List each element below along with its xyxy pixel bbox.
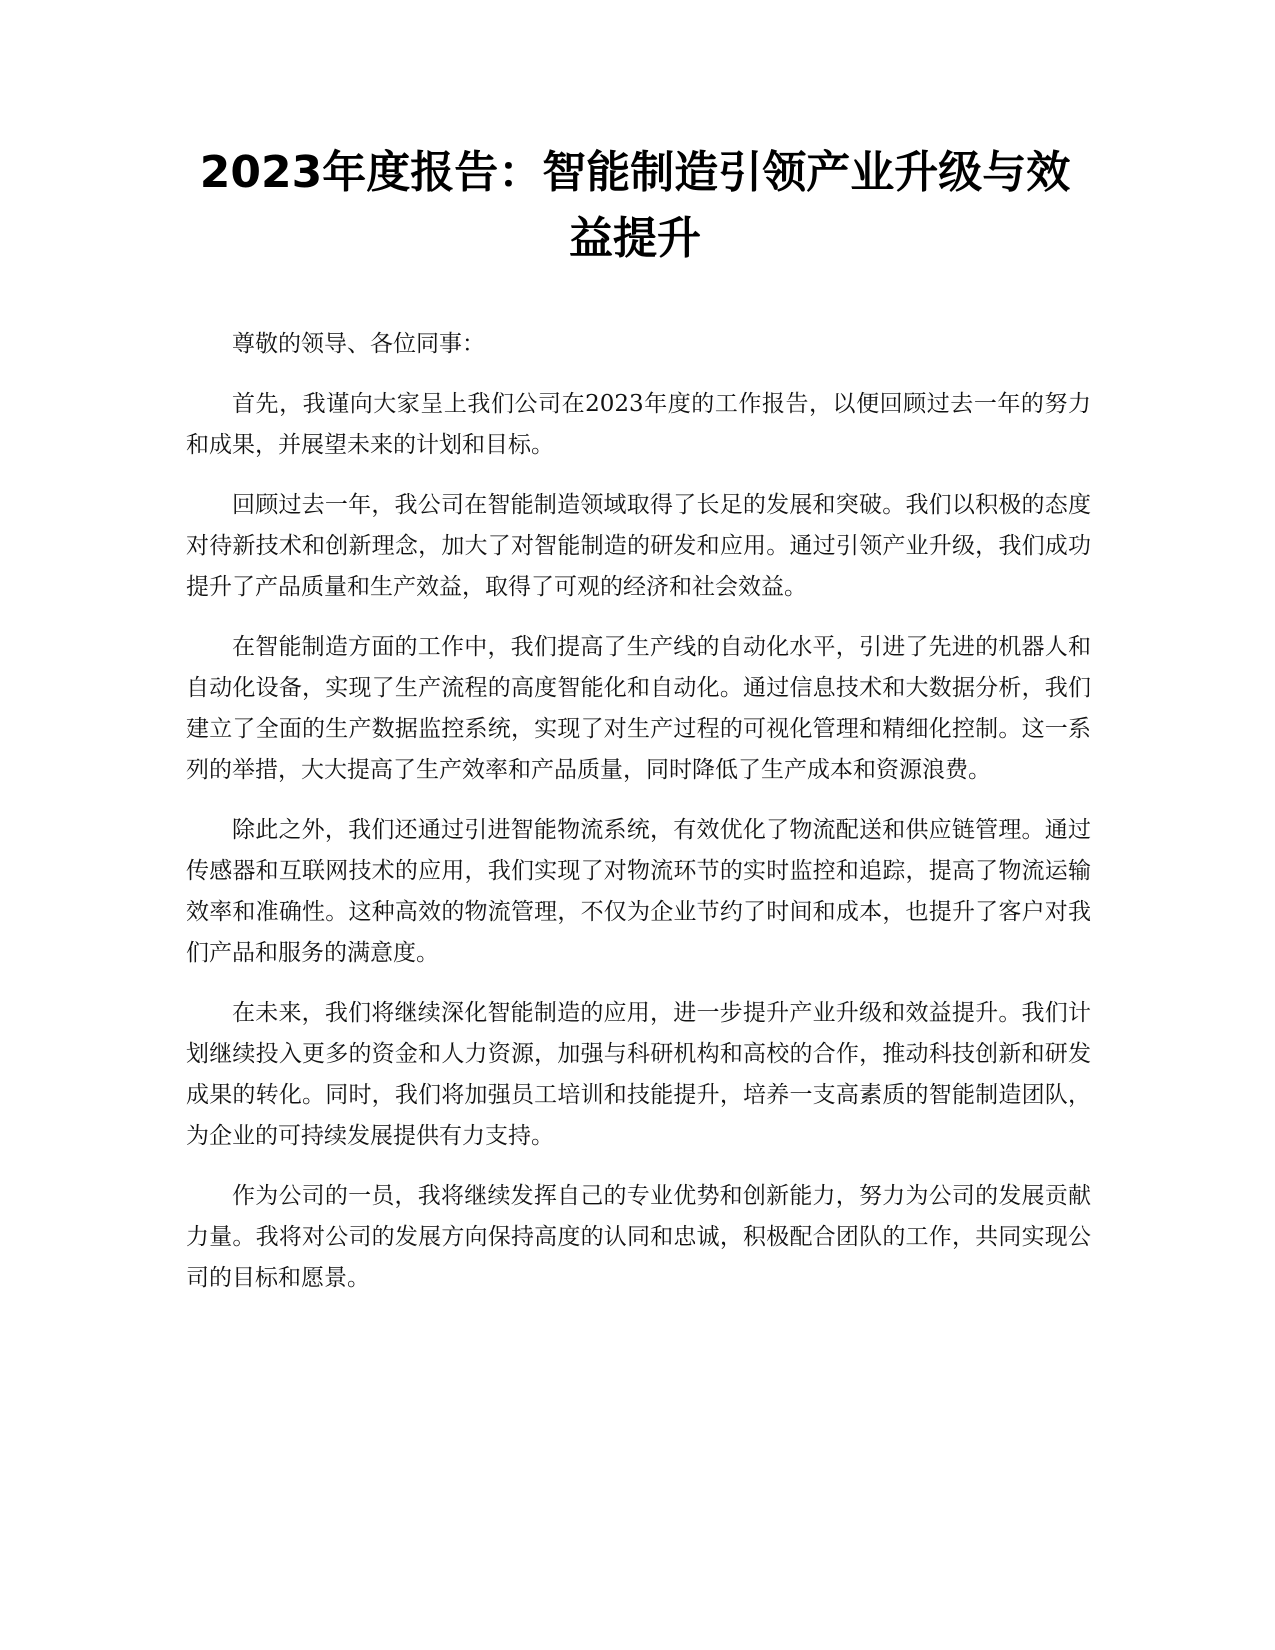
document-title: 2023年度报告：智能制造引领产业升级与效益提升	[199, 147, 1071, 264]
paragraph-future-plan: 在未来，我们将继续深化智能制造的应用，进一步提升产业升级和效益提升。我们计划继续投入更多的资金和人力资源，加强与科研机构和高校的合作，推动科技创新和研发成果的转化。同时，我们将加强员工培训和技能提升，培养一支高素质的智能制造团队，为企业的可持续发展提供有力支持。	[186, 1000, 1091, 1149]
greeting-paragraph: 尊敬的领导、各位同事：	[232, 331, 485, 357]
paragraph-commitment: 作为公司的一员，我将继续发挥自己的专业优势和创新能力，努力为公司的发展贡献力量。我将对公司的发展方向保持高度的认同和忠诚，积极配合团队的工作，共同实现公司的目标和愿景。	[186, 1183, 1091, 1291]
document-body	[186, 324, 1091, 1318]
paragraph-review: 回顾过去一年，我公司在智能制造领域取得了长足的发展和突破。我们以积极的态度对待新技术和创新理念，加大了对智能制造的研发和应用。通过引领产业升级，我们成功提升了产品质量和生产效益，取得了可观的经济和社会效益。	[186, 492, 1091, 600]
paragraph-intelligent-manufacturing: 在智能制造方面的工作中，我们提高了生产线的自动化水平，引进了先进的机器人和自动化设备，实现了生产流程的高度智能化和自动化。通过信息技术和大数据分析，我们建立了全面的生产数据监控系统，实现了对生产过程的可视化管理和精细化控制。这一系列的举措，大大提高了生产效率和产品质量，同时降低了生产成本和资源浪费。	[186, 634, 1091, 783]
paragraph-logistics: 除此之外，我们还通过引进智能物流系统，有效优化了物流配送和供应链管理。通过传感器和互联网技术的应用，我们实现了对物流环节的实时监控和追踪，提高了物流运输效率和准确性。这种高效的物流管理，不仅为企业节约了时间和成本，也提升了客户对我们产品和服务的满意度。	[186, 817, 1091, 966]
paragraph-intro: 首先，我谨向大家呈上我们公司在2023年度的工作报告，以便回顾过去一年的努力和成果，并展望未来的计划和目标。	[186, 391, 1091, 458]
